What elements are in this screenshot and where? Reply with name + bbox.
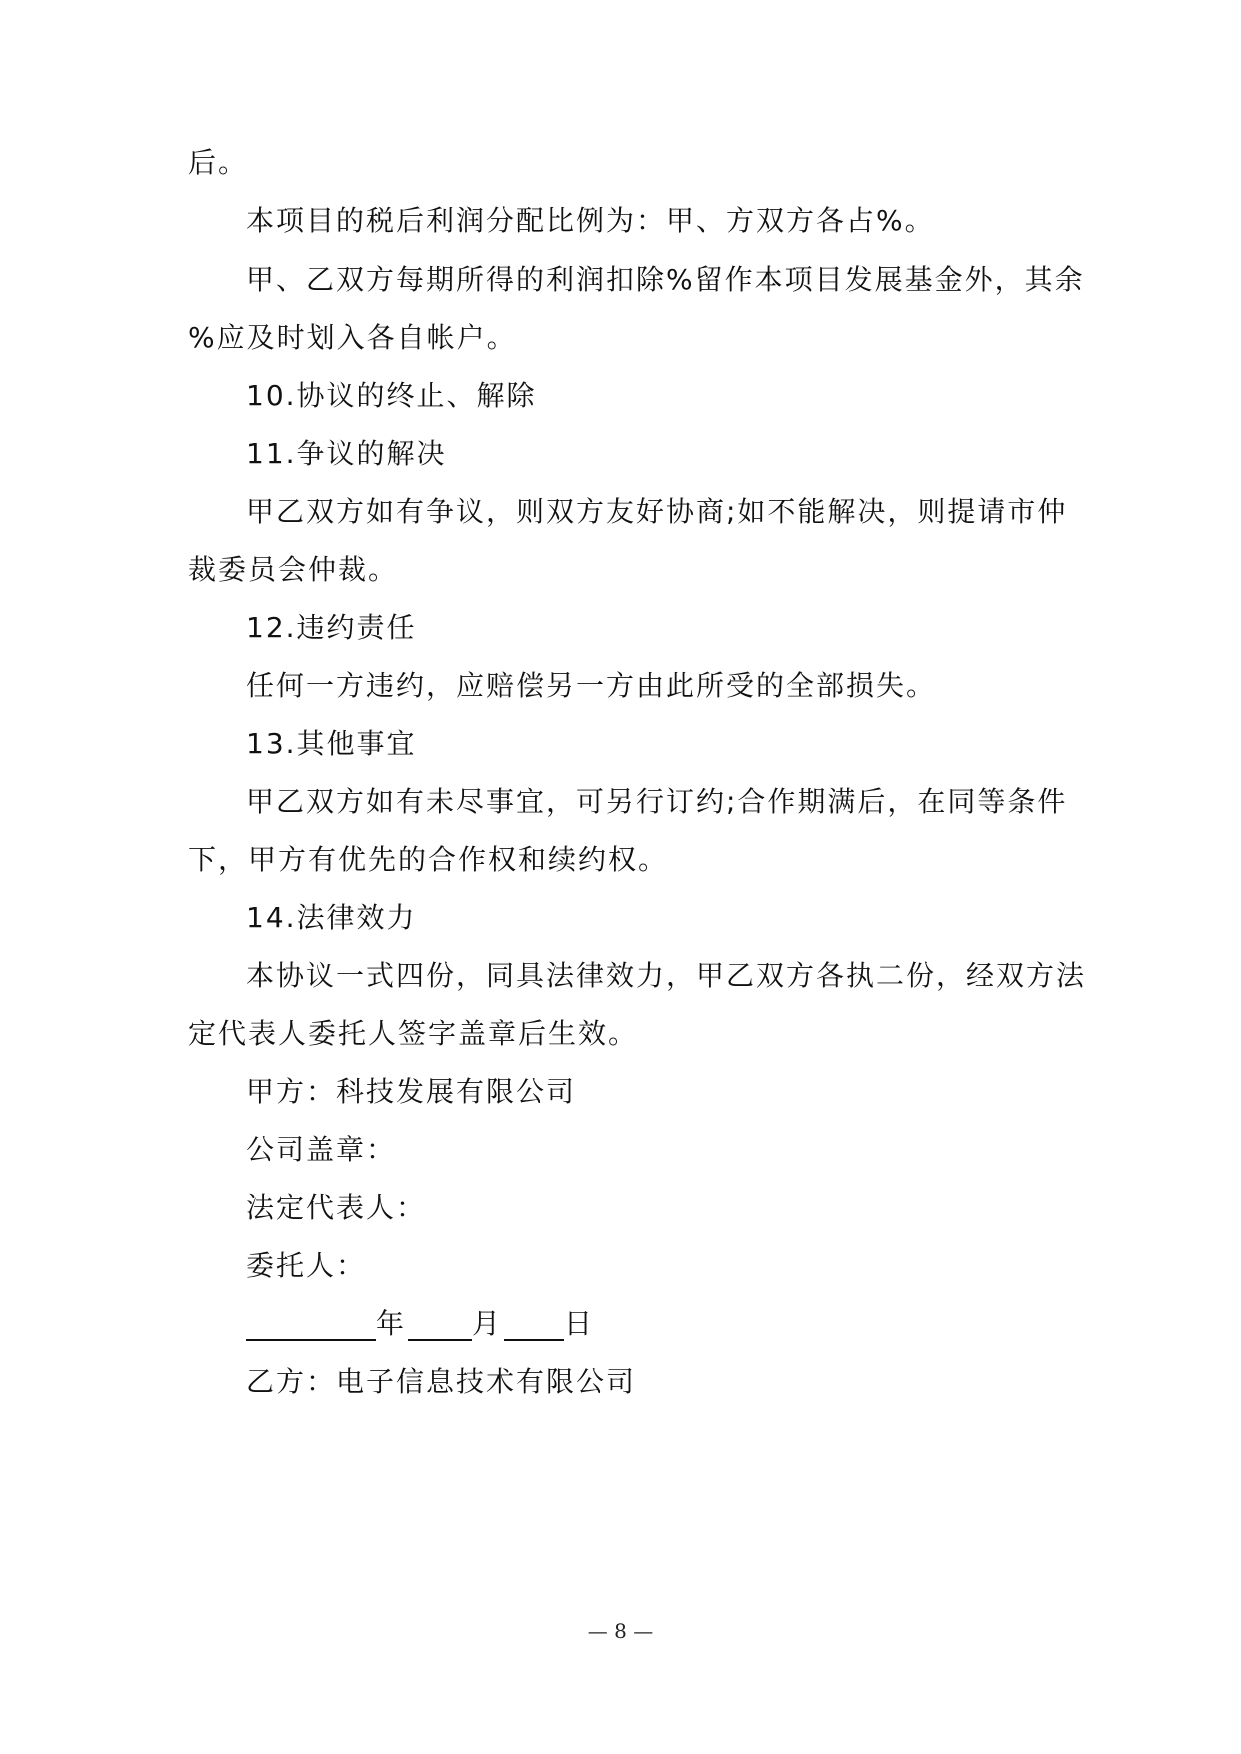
text-line: 甲乙双方如有未尽事宜，可另行订约;合作期满后，在同等条件 <box>246 785 1068 818</box>
month-label: 月 <box>472 1307 501 1340</box>
page-number: — 8 — <box>587 1619 654 1643</box>
date-line <box>246 1307 592 1341</box>
text-line: 本项目的税后利润分配比例为：甲、方双方各占%。 <box>246 204 935 237</box>
company-seal-line: 公司盖章： <box>246 1133 397 1166</box>
day-blank <box>504 1309 564 1341</box>
legal-representative-line: 法定代表人： <box>246 1191 427 1224</box>
section-heading: 14.法律效力 <box>246 901 417 934</box>
year-blank <box>246 1309 376 1341</box>
text-line: 本协议一式四份，同具法律效力，甲乙双方各执二份，经双方法 <box>246 959 1087 992</box>
section-heading: 12.违约责任 <box>246 611 417 644</box>
day-label: 日 <box>564 1307 593 1340</box>
text-line: 下，甲方有优先的合作权和续约权。 <box>188 843 669 876</box>
section-heading: 13.其他事宜 <box>246 727 417 760</box>
text-line: 任何一方违约，应赔偿另一方由此所受的全部损失。 <box>246 669 937 702</box>
section-heading: 10.协议的终止、解除 <box>246 379 537 412</box>
text-line: 定代表人委托人签字盖章后生效。 <box>188 1017 639 1050</box>
text-line: 裁委员会仲裁。 <box>188 553 399 586</box>
entrusted-agent-line: 委托人： <box>246 1249 367 1282</box>
year-label: 年 <box>376 1307 405 1340</box>
text-line: 后。 <box>188 146 249 179</box>
party-b-line: 乙方：电子信息技术有限公司 <box>246 1365 637 1398</box>
text-line: 甲、乙双方每期所得的利润扣除%留作本项目发展基金外，其余 <box>246 263 1085 296</box>
text-line: 甲乙双方如有争议，则双方友好协商;如不能解决，则提请市仲 <box>246 495 1068 528</box>
text-line: %应及时划入各自帐户。 <box>188 321 517 354</box>
month-blank <box>408 1309 472 1341</box>
party-a-line: 甲方：科技发展有限公司 <box>246 1075 577 1108</box>
section-heading: 11.争议的解决 <box>246 437 447 470</box>
